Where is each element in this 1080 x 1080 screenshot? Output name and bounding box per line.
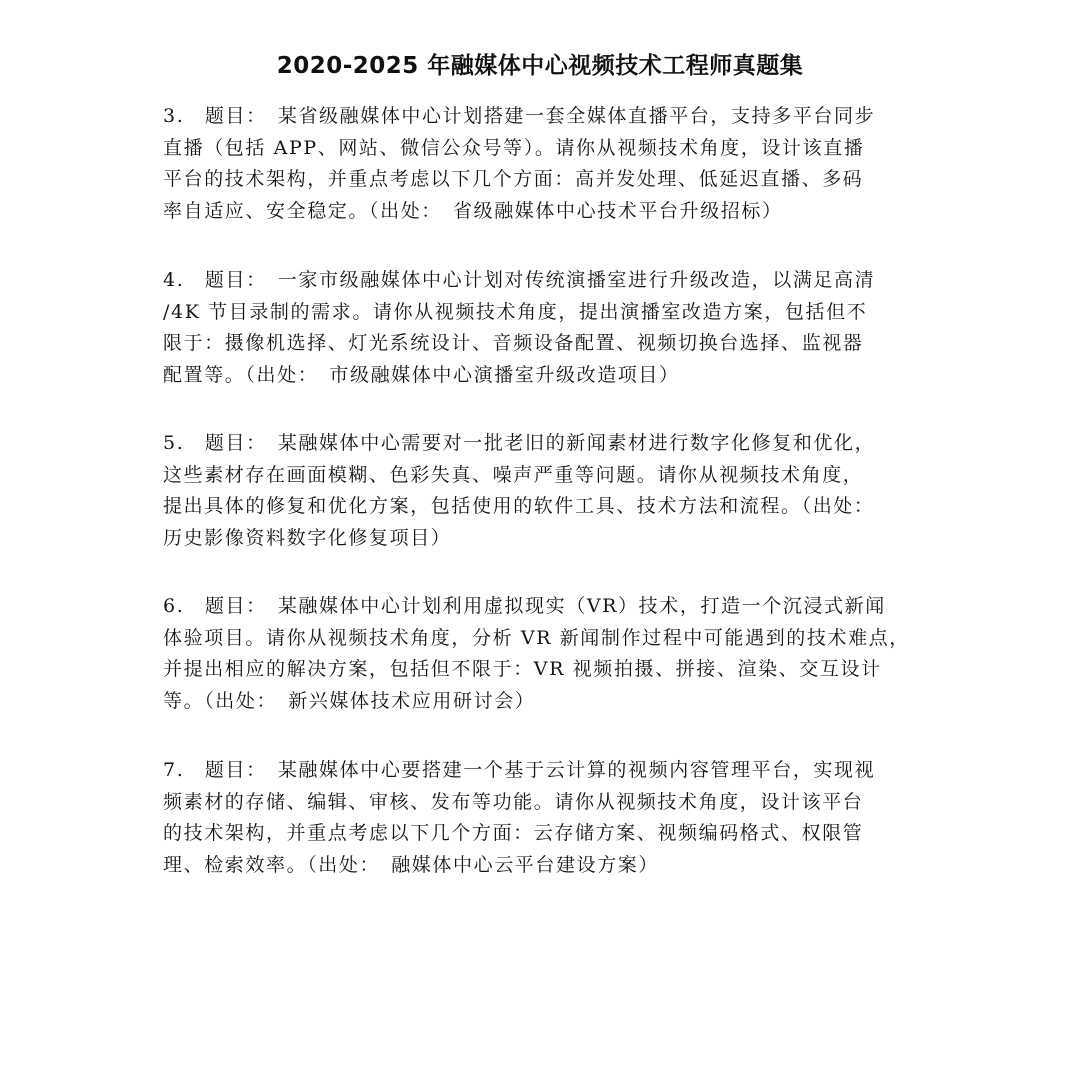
- question-line: /4K 节目录制的需求。请你从视频技术角度，提出演播室改造方案，包括但不: [163, 300, 868, 323]
- document-title: 2020-2025 年融媒体中心视频技术工程师真题集: [276, 53, 804, 79]
- question-line: 这些素材存在画面模糊、色彩失真、噪声严重等问题。请你从视频技术角度，: [163, 463, 864, 486]
- question-4: [163, 265, 938, 391]
- question-5: [163, 428, 938, 554]
- question-line: 提出具体的修复和优化方案，包括使用的软件工具、技术方法和流程。（出处：: [163, 495, 875, 517]
- question-line: 理、检索效率。（出处： 融媒体中心云平台建设方案）: [163, 853, 660, 876]
- question-6: [163, 591, 938, 717]
- question-line: 并提出相应的解决方案，包括但不限于：VR 视频拍摄、拼接、渲染、交互设计: [163, 658, 882, 680]
- question-line: 7. 题目： 某融媒体中心要搭建一个基于云计算的视频内容管理平台，实现视: [163, 759, 876, 781]
- question-line: 限于：摄像机选择、灯光系统设计、音频设备配置、视频切换台选择、监视器: [163, 332, 864, 354]
- question-line: 6. 题目： 某融媒体中心计划利用虚拟现实（VR）技术，打造一个沉浸式新闻: [163, 595, 886, 617]
- question-line: 率自适应、安全稳定。（出处： 省级融媒体中心技术平台升级招标）: [163, 199, 783, 222]
- question-line: 的技术架构，并重点考虑以下几个方面：云存储方案、视频编码格式、权限管: [163, 822, 864, 844]
- question-line: 等。（出处： 新兴媒体技术应用研讨会）: [163, 689, 536, 712]
- question-line: 频素材的存储、编辑、审核、发布等功能。请你从视频技术角度，设计该平台: [163, 790, 864, 813]
- question-line: 配置等。（出处： 市级融媒体中心演播室升级改造项目）: [163, 363, 680, 386]
- question-7: [163, 755, 938, 881]
- question-line: 5. 题目： 某融媒体中心需要对一批老旧的新闻素材进行数字化修复和优化，: [163, 432, 876, 454]
- question-line: 平台的技术架构，并重点考虑以下几个方面：高并发处理、低延迟直播、多码: [163, 168, 864, 190]
- question-3: [163, 101, 938, 227]
- question-line: 3. 题目： 某省级融媒体中心计划搭建一套全媒体直播平台，支持多平台同步: [163, 105, 876, 127]
- question-line: 历史影像资料数字化修复项目）: [163, 526, 452, 549]
- question-line: 直播（包括 APP、网站、微信公众号等）。请你从视频技术角度，设计该直播: [163, 136, 865, 159]
- question-line: 4. 题目： 一家市级融媒体中心计划对传统演播室进行升级改造，以满足高清: [163, 269, 876, 291]
- question-line: 体验项目。请你从视频技术角度，分析 VR 新闻制作过程中可能遇到的技术难点，: [163, 626, 910, 649]
